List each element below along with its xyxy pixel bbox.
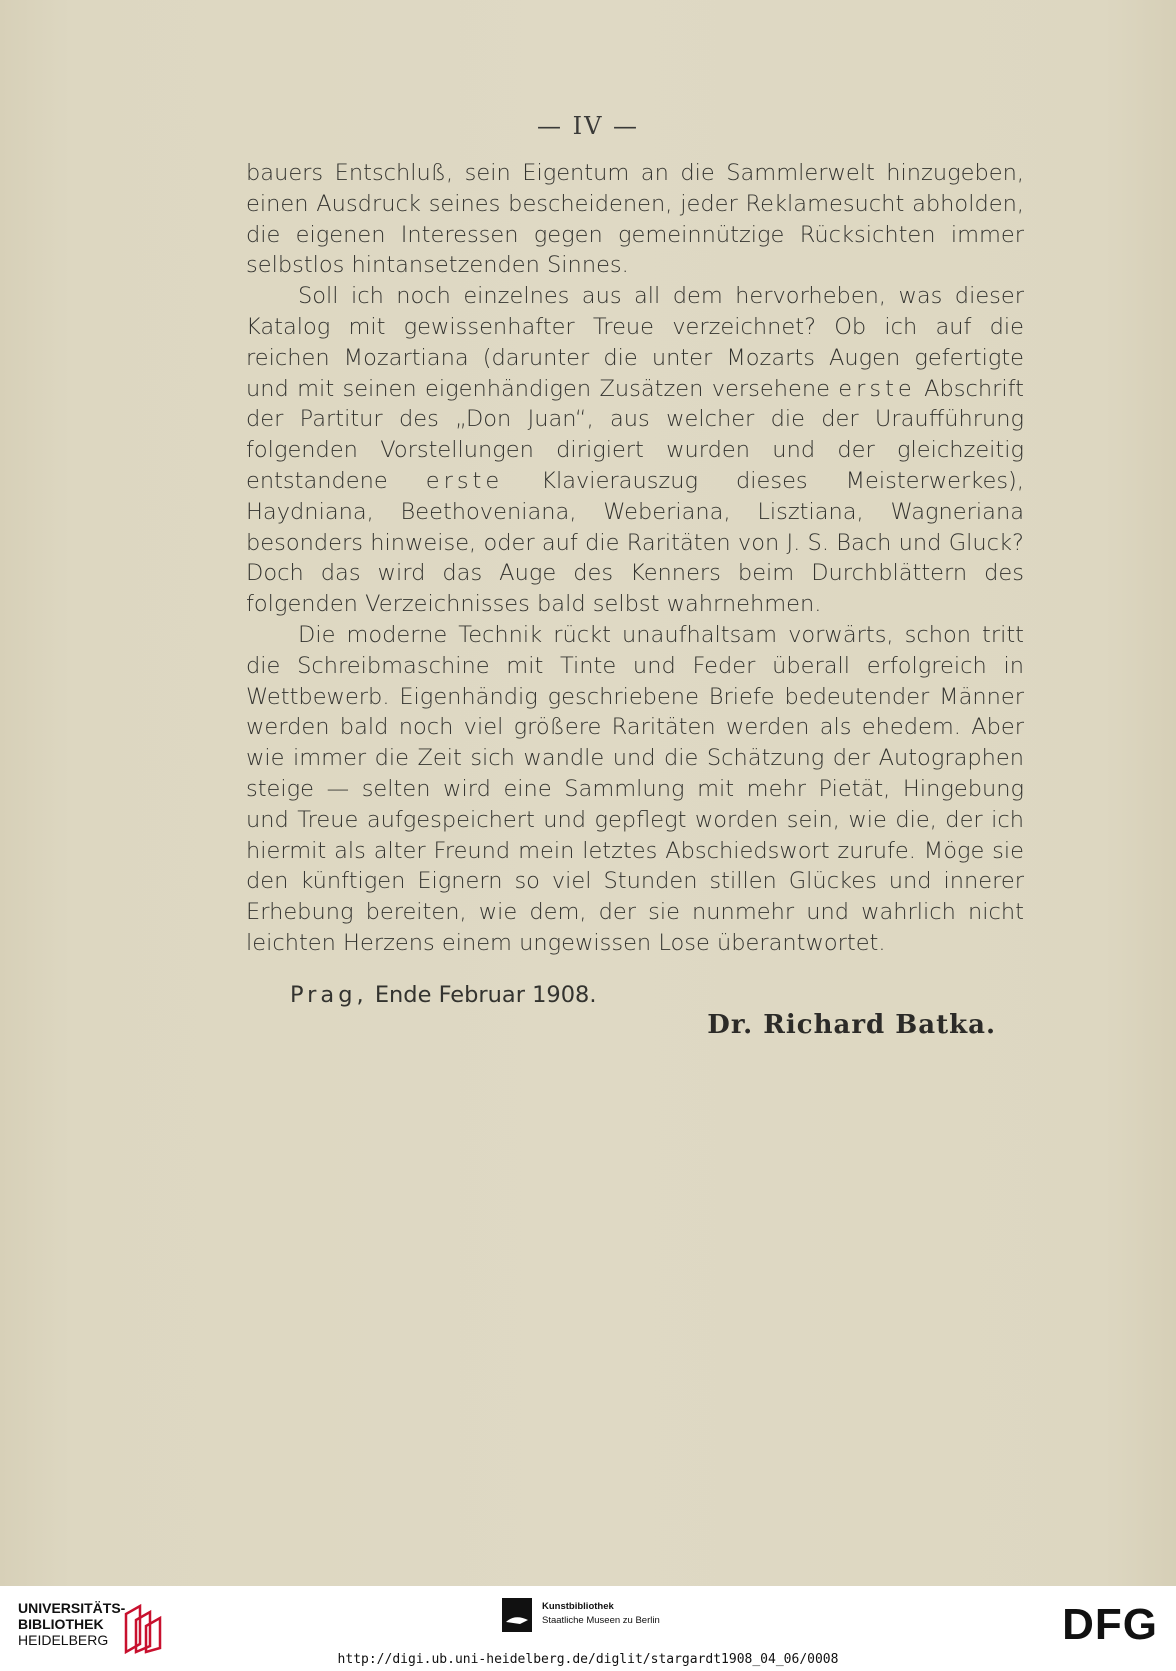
emphasis-erste-2: erste [425,467,504,494]
dfg-logo[interactable]: DFG [1062,1600,1158,1649]
emphasis-erste-1: erste [838,375,916,402]
line-2: einen Ausdruck seines bescheidenen, jeder Reklamesucht abholden, [246,190,1024,217]
kb-line-1: Kunstbibliothek [542,1601,614,1612]
eagle-icon [500,1598,534,1634]
uni-line-3: HEIDELBERG [18,1632,109,1648]
line-1: bauers Entschluß, sein Eigentum an die Sammlerwelt hinzugeben, [246,160,1024,186]
body-text [246,158,1024,959]
uni-line-1: UNIVERSITÄTS- [18,1600,126,1616]
university-library-logo[interactable] [18,1600,168,1660]
paragraph-3: Die moderne Technik rückt unaufhaltsam vorwärts, schon tritt die Schreibmaschine mit Tinte und Feder überall erfolgreich in Wettbewerb. Eigenhändig geschriebene Briefe bedeutender Männer werden bald noch viel größere Raritäten werden als ehedem. Aber wie immer die Zeit sich wandle und die Schätzung der Autographen steige — selten wird eine Sammlung mit mehr Pietät, Hingebung und Treue aufgespeichert und gepflegt worden sein, wie die, der ich hiermit als alter Freund mein letztes Abschiedswort zurufe. Möge sie den künftigen Eignern so viel Stunden stillen Glückes und innerer Erhebung bereiten, wie dem, der sie nunmehr und wahrlich nicht leichten Herzens einem ungewissen Lose überantwortet. [246,621,1024,956]
place: Prag, [290,982,368,1008]
date: Ende Februar 1908. [374,982,597,1008]
kunstbibliothek-logo[interactable] [500,1598,700,1638]
paragraph-2-part-b: Abschrift der Partitur des „Don Juan“, aus welcher die der Uraufführung folgenden Vorstellungen dirigiert wurden und der gleichzeitig entstandene [246,375,1024,494]
closing-line [290,982,597,1008]
kb-line-2: Staatliche Museen zu Berlin [542,1615,660,1626]
signature: Dr. Richard Batka. [707,1010,996,1040]
permalink-url[interactable]: http://digi.ub.uni-heidelberg.de/diglit/stargardt1908_04_06/0008 [337,1652,839,1667]
paragraph-1 [246,158,1024,281]
paragraph-2 [246,281,1024,620]
footer-bar [0,1586,1176,1671]
paragraph-2-part-a: Soll ich noch einzelnes aus all dem hervorheben, was dieser Katalog mit gewissenhafter Treue verzeichnet? Ob ich auf die reichen Mozartiana (darunter die unter Mozarts Augen gefertigte und mit seinen eigenhändigen Zusätzen versehene [246,283,1024,402]
line-3: die eigenen Interessen gegen gemeinnützige Rücksichten immer selbstlos [246,221,1024,279]
page-number: — IV — [536,112,640,140]
line-4: hintansetzenden Sinnes. [351,252,629,279]
paragraph-2-part-c: Klavierauszug dieses Meisterwerkes), Haydniana, Beethoveniana, Weberiana, Lisztiana, Wagneriana besonders hinweise, oder auf die Raritäten von J. S. Bach und Gluck? Doch das wird das Auge des Kenners beim Durchblättern des folgenden Verzeichnisses bald selbst wahrnehmen. [246,467,1024,618]
library-building-icon [118,1602,166,1654]
uni-line-2: BIBLIOTHEK [18,1616,104,1632]
